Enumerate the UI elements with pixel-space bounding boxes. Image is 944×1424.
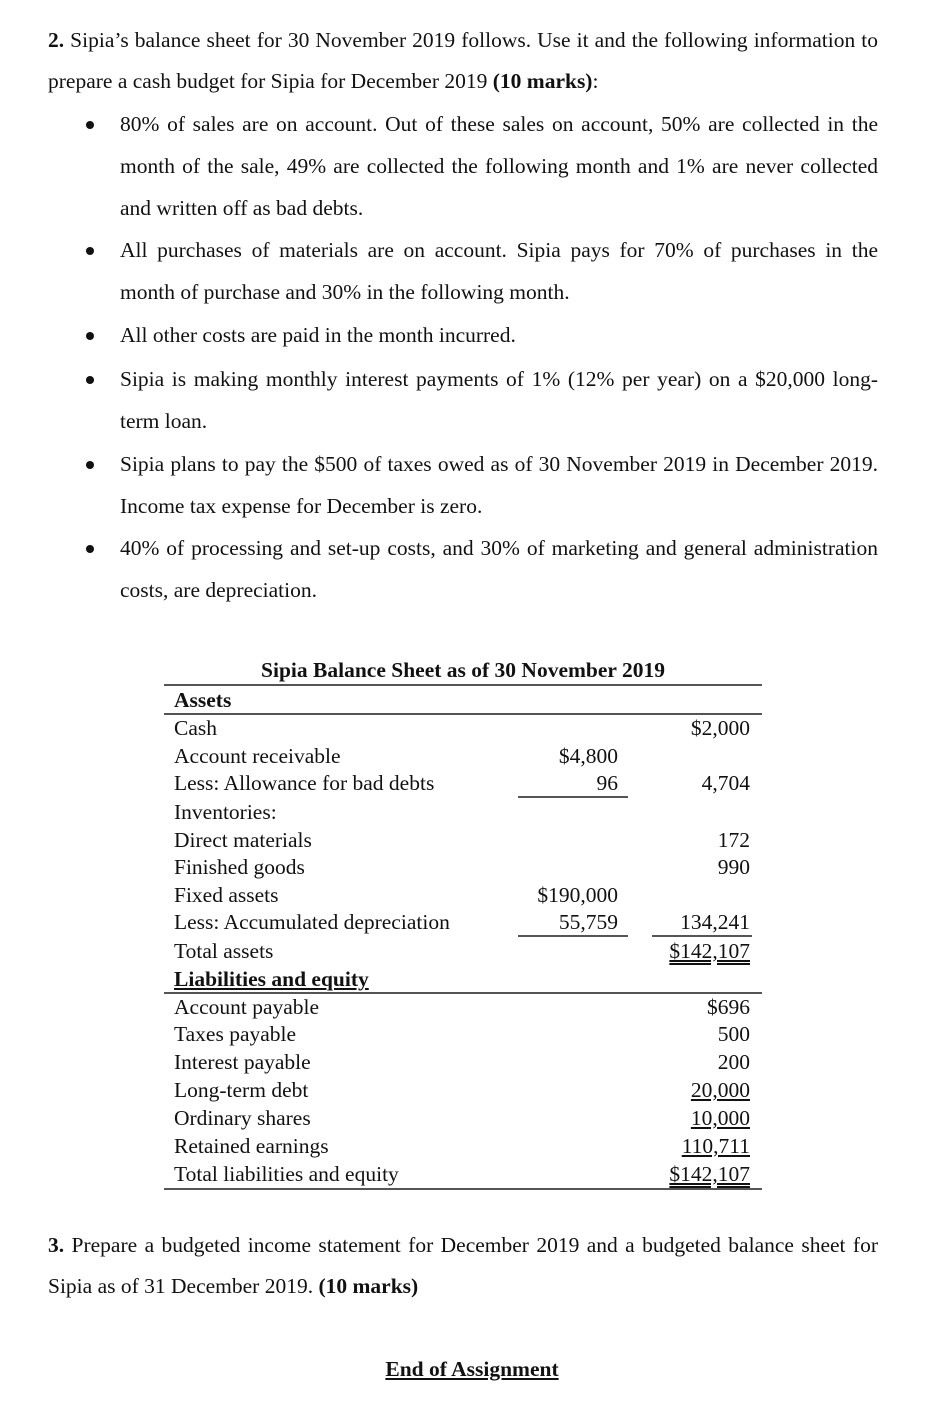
list-item-text: Sipia is making monthly interest payments of 1% (12% per year) on a $20,000 long-term loan. (120, 367, 878, 433)
row-label-inventories: Inventories: (174, 800, 277, 824)
question-2-suffix: : (592, 69, 599, 93)
bullet-icon (86, 121, 94, 129)
value-ltd: 20,000 (690, 1078, 750, 1102)
row-label-cash: Cash (174, 716, 217, 740)
list-item-text: 80% of sales are on account. Out of these sales on account, 50% are collected in the month of the sale, 49% are collected the following month and 1% are never collected and written off as bad debts. (120, 112, 878, 220)
value-fixed-assets: $190,000 (537, 883, 618, 907)
list-item-text: 40% of processing and set-up costs, and 30% of marketing and general administration costs, are depreciation. (120, 536, 878, 602)
row-label-direct-materials: Direct materials (174, 828, 312, 852)
value-acc-dep: 55,759 (558, 910, 618, 934)
row-label-acc-dep: Less: Accumulated depreciation (174, 910, 450, 934)
value-interest: 200 (717, 1050, 750, 1074)
value-allowance: 96 (596, 771, 618, 795)
row-label-ap: Account payable (174, 995, 320, 1019)
balance-sheet-title: Sipia Balance Sheet as of 30 November 2019 (261, 658, 665, 682)
row-label-fixed-assets: Fixed assets (174, 883, 279, 907)
list-item-text: Sipia plans to pay the $500 of taxes owed as of 30 November 2019 in December 2019. Income tax expense for December is zero. (120, 452, 878, 518)
list-item-text: All purchases of materials are on account. Sipia pays for 70% of purchases in the month of purchase and 30% in the following month. (120, 238, 878, 304)
value-taxes: 500 (717, 1022, 750, 1046)
value-total-assets: $142,107 (669, 939, 750, 963)
bullet-icon (86, 332, 94, 340)
assets-header: Assets (174, 688, 232, 712)
question-2 (48, 20, 878, 102)
question-3-number: 3. (48, 1233, 65, 1257)
value-direct-materials: 172 (717, 828, 750, 852)
divider (518, 796, 628, 798)
row-label-ar: Account receivable (174, 744, 341, 768)
bullet-icon (86, 461, 94, 469)
row-label-interest: Interest payable (174, 1050, 311, 1074)
question-3-text: Prepare a budgeted income statement for December 2019 and a budgeted balance sheet for Sipia as of 31 December 2019. (48, 1233, 878, 1298)
value-retained: 110,711 (681, 1134, 750, 1158)
list-item-text: All other costs are paid in the month incurred. (120, 323, 516, 347)
bullet-icon (86, 247, 94, 255)
row-label-ltd: Long-term debt (174, 1078, 309, 1102)
value-net-fixed-assets: 134,241 (680, 910, 750, 934)
value-cash: $2,000 (690, 716, 750, 740)
row-label-shares: Ordinary shares (174, 1106, 311, 1130)
question-3 (48, 1225, 878, 1307)
value-shares: 10,000 (690, 1106, 750, 1130)
question-3-marks: (10 marks) (318, 1274, 419, 1298)
bullet-icon (86, 545, 94, 553)
bullet-icon (86, 376, 94, 384)
value-ar: $4,800 (558, 744, 618, 768)
liabilities-header: Liabilities and equity (174, 967, 369, 991)
value-finished-goods: 990 (717, 855, 750, 879)
divider (164, 1188, 762, 1190)
divider (164, 684, 762, 686)
row-label-total-assets: Total assets (174, 939, 274, 963)
value-ap: $696 (707, 995, 750, 1019)
question-2-number: 2. (48, 28, 65, 52)
question-2-text: Sipia’s balance sheet for 30 November 2019 follows. Use it and the following information to prepare a cash budget for Sipia for December 2019 (48, 28, 878, 93)
row-label-finished-goods: Finished goods (174, 855, 305, 879)
question-2-marks: (10 marks) (492, 69, 593, 93)
row-label-total-le: Total liabilities and equity (174, 1162, 399, 1186)
value-net-receivable: 4,704 (701, 771, 750, 795)
end-of-assignment: End of Assignment (385, 1357, 559, 1381)
row-label-taxes: Taxes payable (174, 1022, 297, 1046)
value-total-le: $142,107 (669, 1162, 750, 1186)
row-label-allowance: Less: Allowance for bad debts (174, 771, 435, 795)
row-label-retained: Retained earnings (174, 1134, 329, 1158)
